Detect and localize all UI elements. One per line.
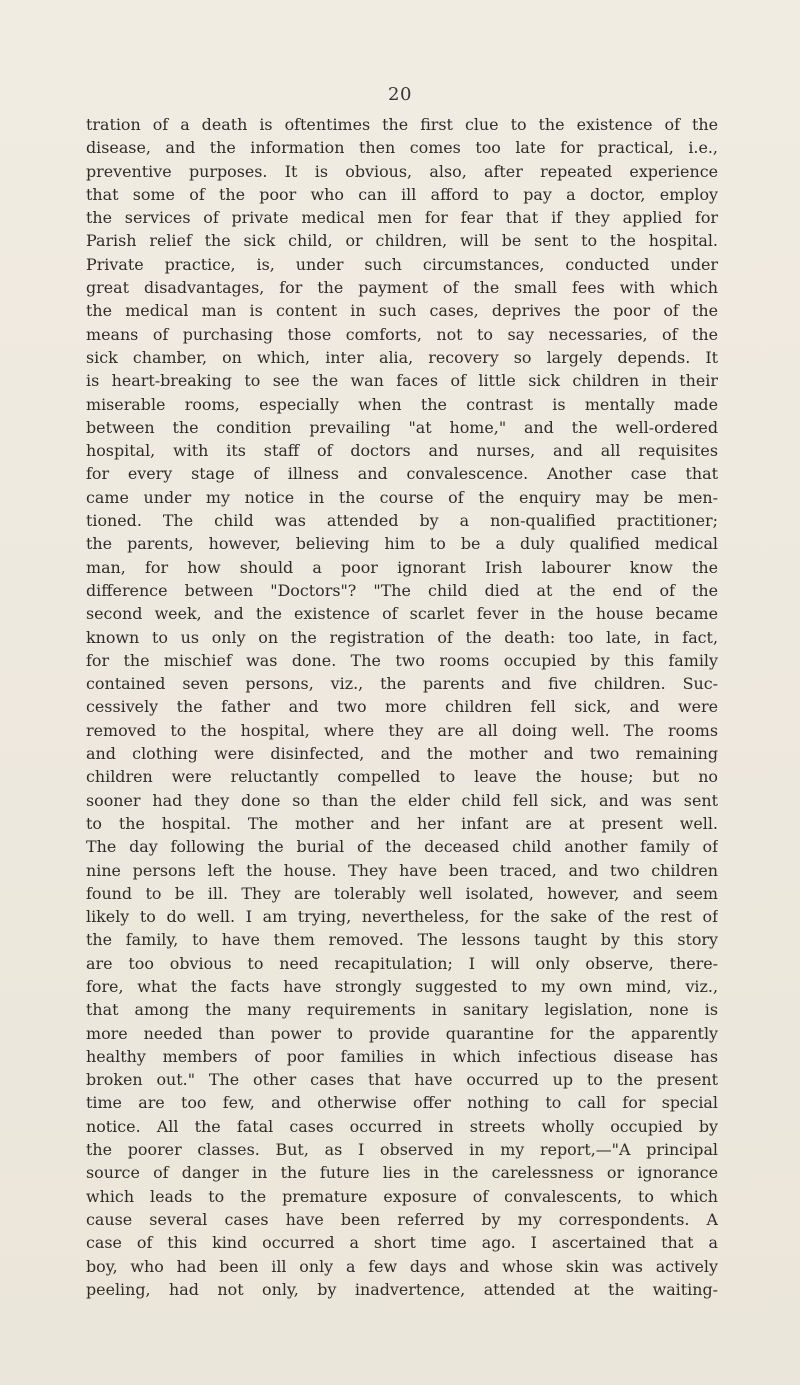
text-line: and clothing were disinfected, and the mother and two remaining bbox=[86, 744, 718, 764]
text-line: more needed than power to provide quarantine for the apparently bbox=[86, 1023, 718, 1043]
text-line: fore, what the facts have strongly suggested to my own mind, viz., bbox=[86, 976, 718, 996]
text-line: second week, and the existence of scarlet fever in the house became bbox=[86, 604, 718, 624]
text-line: the family, to have them removed. The lessons taught by this story bbox=[86, 930, 718, 950]
text-line: which leads to the premature exposure of convalescents, to which bbox=[86, 1186, 718, 1206]
text-line: found to be ill. They are tolerably well isolated, however, and seem bbox=[86, 883, 718, 903]
text-line: healthy members of poor families in which infectious disease has bbox=[86, 1046, 718, 1066]
text-line: notice. All the fatal cases occurred in streets wholly occupied by bbox=[86, 1116, 718, 1136]
text-line: the services of private medical men for fear that if they applied for bbox=[86, 208, 718, 228]
text-line: the parents, however, believing him to be a duly qualified medical bbox=[86, 534, 718, 554]
text-line: removed to the hospital, where they are all doing well. The rooms bbox=[86, 720, 718, 740]
text-line: peeling, had not only, by inadvertence, attended at the waiting- bbox=[86, 1279, 718, 1299]
text-line: that some of the poor who can ill afford to pay a doctor, employ bbox=[86, 184, 718, 204]
text-line: for every stage of illness and convalescence. Another case that bbox=[86, 464, 718, 484]
text-line: broken out." The other cases that have occurred up to the present bbox=[86, 1070, 718, 1090]
text-line: tration of a death is oftentimes the first clue to the existence of the bbox=[86, 115, 718, 134]
text-line: great disadvantages, for the payment of the small fees with which bbox=[86, 278, 718, 298]
text-line: contained seven persons, viz., the parents and five children. Suc- bbox=[86, 674, 718, 694]
text-line: time are too few, and otherwise offer nothing to call for special bbox=[86, 1093, 718, 1113]
text-line: man, for how should a poor ignorant Irish labourer know the bbox=[86, 557, 718, 577]
text-line: that among the many requirements in sanitary legislation, none is bbox=[86, 1000, 718, 1020]
text-line: sick chamber, on which, inter alia, recovery so largely depends. It bbox=[86, 347, 718, 367]
text-line: is heart-breaking to see the wan faces of little sick children in their bbox=[86, 371, 718, 391]
text-line: case of this kind occurred a short time ago. I ascertained that a bbox=[86, 1233, 718, 1253]
text-line: between the condition prevailing "at home," and the well-ordered bbox=[86, 417, 718, 437]
text-line: likely to do well. I am trying, nevertheless, for the sake of the rest of bbox=[86, 907, 718, 927]
text-line: boy, who had been ill only a few days and whose skin was actively bbox=[86, 1256, 718, 1276]
page-number: 20 bbox=[388, 84, 412, 105]
text-line: children were reluctantly compelled to leave the house; but no bbox=[86, 767, 718, 787]
text-line: hospital, with its staff of doctors and nurses, and all requisites bbox=[86, 441, 718, 461]
text-line: came under my notice in the course of the enquiry may be men- bbox=[86, 487, 718, 507]
text-line: for the mischief was done. The two rooms occupied by this family bbox=[86, 650, 718, 670]
body-text bbox=[86, 113, 718, 1301]
text-line: nine persons left the house. They have been traced, and two children bbox=[86, 860, 718, 880]
text-line: difference between "Doctors"? "The child died at the end of the bbox=[86, 580, 718, 600]
text-line: cause several cases have been referred by my correspondents. A bbox=[86, 1209, 718, 1229]
text-line: to the hospital. The mother and her infant are at present well. bbox=[86, 813, 718, 833]
text-line: are too obvious to need recapitulation; I will only observe, there- bbox=[86, 953, 718, 973]
text-line: preventive purposes. It is obvious, also, after repeated experience bbox=[86, 161, 718, 181]
text-line: Parish relief the sick child, or children, will be sent to the hospital. bbox=[86, 231, 718, 251]
text-line: source of danger in the future lies in the carelessness or ignorance bbox=[86, 1163, 718, 1183]
text-line: sooner had they done so than the elder child fell sick, and was sent bbox=[86, 790, 718, 810]
text-line: The day following the burial of the deceased child another family of bbox=[86, 837, 718, 857]
text-line: known to us only on the registration of the death: too late, in fact, bbox=[86, 627, 718, 647]
text-line: tioned. The child was attended by a non-qualified practitioner; bbox=[86, 511, 718, 531]
text-line: the medical man is content in such cases, deprives the poor of the bbox=[86, 301, 718, 321]
text-line: cessively the father and two more children fell sick, and were bbox=[86, 697, 718, 717]
text-line: miserable rooms, especially when the contrast is mentally made bbox=[86, 394, 718, 414]
text-line: disease, and the information then comes too late for practical, i.e., bbox=[86, 138, 718, 158]
text-line: Private practice, is, under such circumstances, conducted under bbox=[86, 254, 718, 274]
text-line: the poorer classes. But, as I observed in my report,—"A principal bbox=[86, 1140, 718, 1160]
text-line: means of purchasing those comforts, not to say necessaries, of the bbox=[86, 324, 718, 344]
